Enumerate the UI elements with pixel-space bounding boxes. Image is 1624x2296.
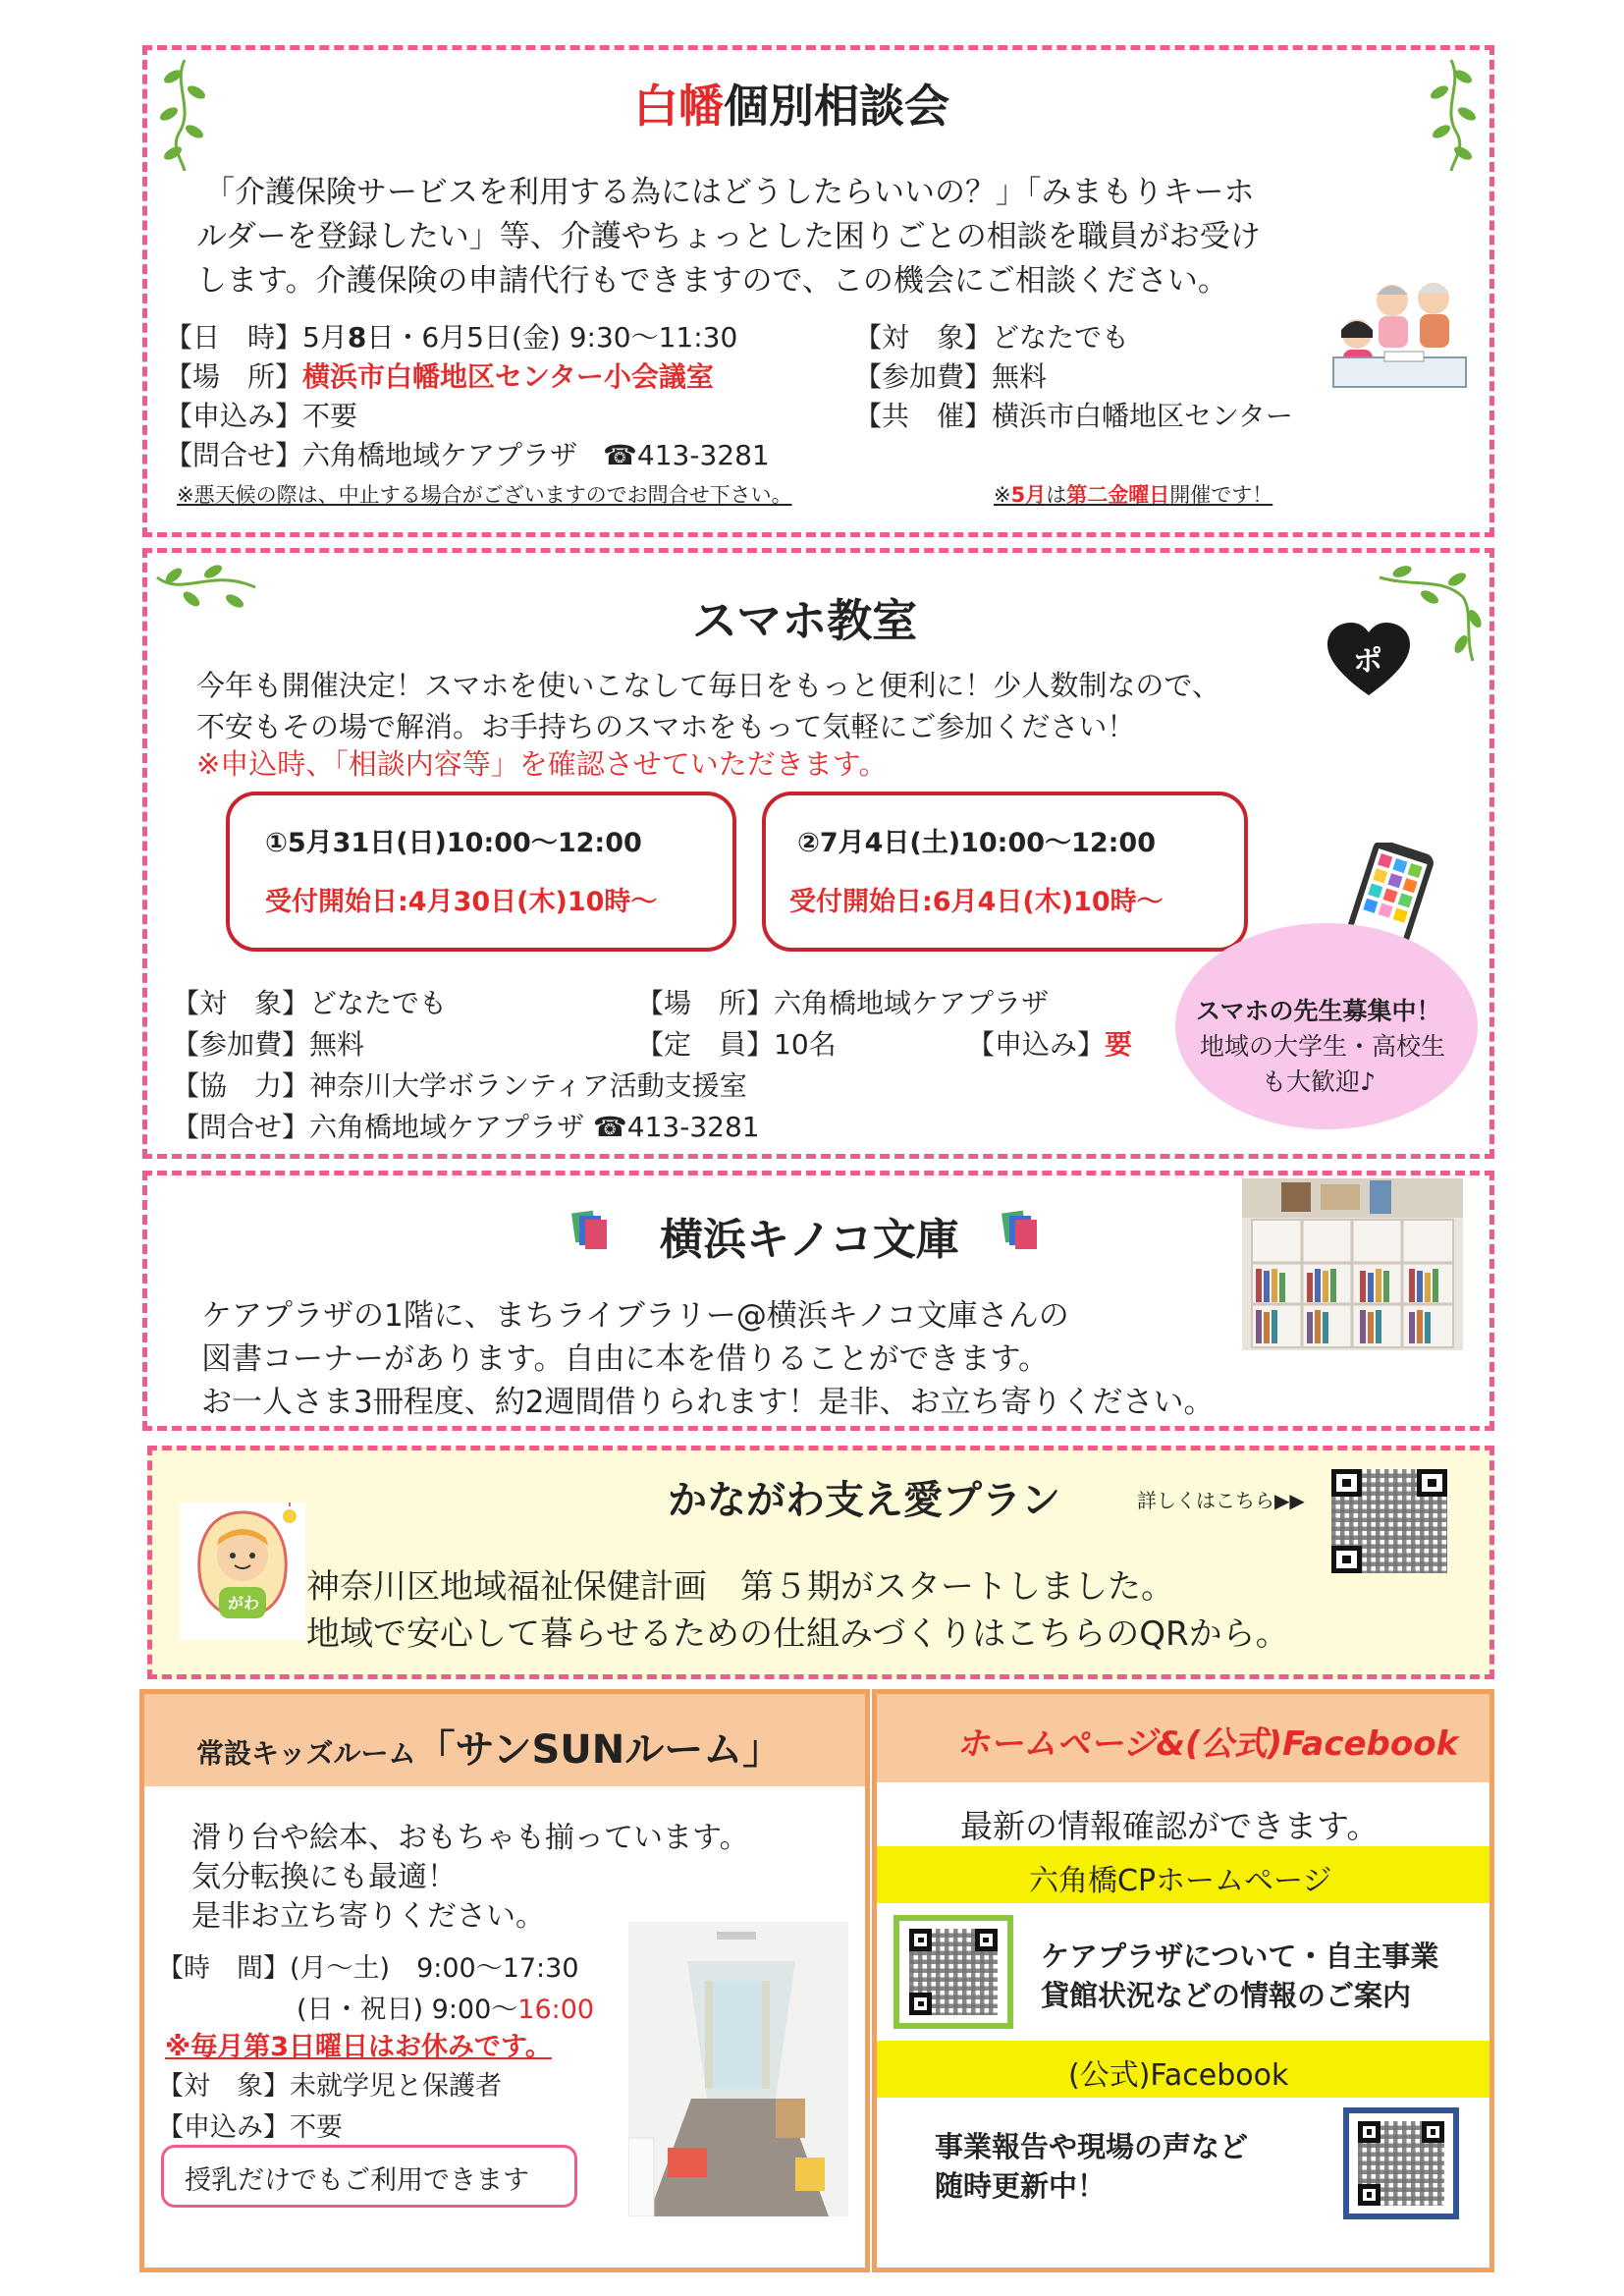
kids-room-closed-note: ※毎月第3日曜日はお休みです。 [165,2032,552,2062]
target-label: 【対 象】 [172,987,310,1019]
bookshelf-photo [1242,1178,1463,1350]
session-2-registration: 受付開始日:6月4日(木)10時～ [789,887,1164,917]
kinoko-body-line-1: ケアプラザの1階に、まちライブラリー@横浜キノコ文庫さんの [201,1298,1069,1334]
host-value: 横浜市白幡地区センター [992,400,1293,432]
consultation-intro-line-3: します。介護保険の申請代行もできますので、この機会にご相談ください。 [196,263,1228,299]
kids-room-body-line-3: 是非お立ち寄りください。 [191,1899,545,1934]
apply-label: 【申込み】 [165,400,303,432]
consultation-target-row [854,316,1129,355]
title-red-part: 白幡 [633,80,724,133]
mascot-illustration [180,1503,305,1640]
place-label: 【場 所】 [165,360,303,393]
homepage-text-line-1: ケアプラザについて・自主事業 [1041,1940,1439,1973]
kids-room-apply-row [157,2105,343,2144]
schedule-note-mark: ※ [994,483,1011,507]
time-label: 【時 間】 [157,1953,290,1984]
books-icon-right [1000,1206,1039,1253]
consultation-apply-row [165,395,357,434]
apply-value: 要 [1105,1028,1133,1061]
schedule-note-end: 開催です！ [1169,483,1273,507]
host-label: 【共 催】 [854,400,993,432]
consultation-illustration [1324,273,1471,396]
coop-label: 【協 力】 [172,1069,310,1102]
date-label: 【日 時】 [165,321,303,354]
bubble-line-1: スマホの先生募集中！ [1196,997,1441,1025]
facebook-band-label[interactable]: (公式)Facebook [1068,2058,1289,2093]
books-icon-left [569,1206,609,1253]
support-plan-body-line-1: 神奈川区地域福祉保健計画 第５期がスタートしました。 [306,1567,1174,1607]
qr-finder-tl [909,1929,932,1951]
kids-room-time-row-1 [157,1946,579,1985]
facebook-text-line-2: 随時更新中！ [935,2169,1107,2203]
target-label: 【対 象】 [157,2071,290,2102]
homepage-lead: 最新の情報確認ができます。 [960,1807,1380,1845]
schedule-note [994,479,1272,509]
homepage-facebook-title: ホームページ&(公式)Facebook [956,1724,1459,1764]
place-value: 横浜市白幡地区センター小会議室 [302,360,714,393]
fee-value: 無料 [309,1028,365,1061]
consultation-host-row [854,395,1293,434]
contact-phone: ☎413-3281 [603,439,770,471]
qr-finder-tr [1422,2121,1444,2143]
heart-text: ポ [1353,644,1382,679]
qr-finder-tl [1331,1469,1362,1497]
consultation-intro-line-1: 「介護保険サービスを利用する為にはどうしたらいいの？」「みまもりキーホ [204,175,1255,210]
session-1-box [226,792,736,952]
capacity-label: 【定 員】 [636,1028,775,1061]
kids-room-photo [628,1922,848,2216]
smartphone-apply-row [967,1023,1132,1063]
time-weekday: (月～土) 9:00～17:30 [290,1953,579,1984]
date-prefix: 5月 [302,321,348,354]
fee-value: 無料 [992,360,1048,393]
apply-label: 【申込み】 [157,2112,290,2143]
capacity-value: 10名 [774,1028,837,1061]
time-holiday-end: 16:00 [517,1995,595,2025]
qr-finder-tl [1358,2121,1380,2143]
kids-room-body-line-2: 気分転換にも最適！ [191,1860,457,1894]
kids-room-target-row [157,2064,502,2103]
smartphone-intro-line-1: 今年も開催決定！スマホを使いこなして毎日をもっと便利に！少人数制なので、 [196,669,1220,702]
apply-label: 【申込み】 [967,1028,1106,1061]
kids-room-time-row-2 [297,1988,594,2026]
smartphone-coop-row [172,1065,747,1104]
consultation-date-row [165,316,737,355]
kinoko-library-title: 横浜キノコ文庫 [660,1215,959,1265]
session-1-datetime: ①5月31日(日)10:00～12:00 [265,828,642,858]
consultation-contact-row [165,434,770,473]
qr-finder-bl [909,1993,932,2015]
consultation-intro-line-2: ルダーを登録したい」等、介護やちょっとした困りごとの相談を職員がお受け [196,219,1261,254]
smartphone-place-row [636,982,1049,1021]
support-plan-qr-code[interactable] [1331,1469,1447,1573]
qr-finder-tr [1417,1469,1447,1497]
vine-decoration-left-2 [152,558,260,627]
coop-value: 神奈川大学ボランティア活動支援室 [309,1069,747,1102]
target-value: 未就学児と保護者 [290,2071,502,2102]
schedule-note-particle: は [1046,483,1067,507]
mascot-text: がわ [228,1594,260,1613]
qr-finder-bl [1358,2184,1380,2206]
nursing-note-text: 授乳だけでもご利用できます [185,2165,529,2196]
kids-room-title [196,1719,782,1775]
homepage-band-label[interactable]: 六角橋CPホームページ [1029,1864,1332,1898]
consultation-fee-row [854,355,1047,395]
facebook-text-line-1: 事業報告や現場の声など [935,2130,1249,2163]
smartphone-class-title: スマホ教室 [692,594,918,647]
kinoko-body-line-3: お一人さま3冊程度、約2週間借りられます！是非、お立ち寄りください。 [201,1385,1215,1420]
place-label: 【場 所】 [636,987,775,1019]
consultation-place-row [165,355,714,395]
smartphone-fee-row [172,1023,364,1063]
smartphone-notice: ※申込時、「相談内容等」を確認させていただきます。 [196,747,888,781]
smartphone-target-row [172,982,447,1021]
homepage-qr-code[interactable] [909,1929,998,2015]
fee-label: 【参加費】 [854,360,993,393]
time-holiday: (日・祝日) 9:00～ [297,1995,518,2025]
kids-room-title-big: 「サンSUNルーム」 [415,1727,783,1773]
apply-value: 不要 [290,2112,343,2143]
homepage-text-line-2: 貸館状況などの情報のご案内 [1041,1979,1412,2012]
vine-decoration-left [155,55,214,173]
contact-value: 六角橋地域ケアプラザ [302,439,578,471]
smartphone-capacity-row [636,1023,837,1063]
kids-room-body-line-1: 滑り台や絵本、おもちゃも揃っています。 [191,1821,749,1855]
kinoko-body-line-2: 図書コーナーがあります。自由に本を借りることができます。 [201,1341,1050,1377]
fee-label: 【参加費】 [172,1028,310,1061]
qr-finder-bl [1331,1546,1362,1573]
smartphone-intro-line-2: 不安もその場で解消。お手持ちのスマホをもって気軽にご参加ください！ [196,710,1136,743]
date-suffix: 日・6月5日(金) 9:30～11:30 [366,321,738,354]
smartphone-contact-row [172,1106,760,1145]
place-value: 六角橋地域ケアプラザ [774,987,1050,1019]
support-plan-body-line-2: 地域で安心して暮らせるための仕組みづくりはこちらのQRから。 [306,1614,1289,1654]
facebook-qr-code[interactable] [1358,2121,1444,2206]
vine-decoration-right [1422,55,1481,173]
apply-value: 不要 [302,400,358,432]
contact-value: 六角橋地域ケアプラザ ☎413-3281 [309,1111,760,1143]
schedule-note-month: 5月 [1010,483,1047,507]
session-1-registration: 受付開始日:4月30日(木)10時～ [265,887,658,917]
qr-finder-tr [975,1929,998,1951]
support-plan-detail-link[interactable]: 詳しくはこちら▶▶ [1137,1489,1305,1512]
contact-label: 【問合せ】 [172,1111,310,1143]
contact-label: 【問合せ】 [165,439,303,471]
target-value: どなたでも [309,987,448,1019]
kids-room-title-small: 常設キッズルーム [196,1737,416,1770]
bubble-line-2: 地域の大学生・高校生 [1200,1032,1446,1061]
date-bold-digit: 8 [347,321,367,354]
target-value: どなたでも [992,321,1130,354]
schedule-note-day: 第二金曜日 [1066,483,1170,507]
session-2-box [762,792,1248,952]
title-black-part: 個別相談会 [724,80,949,133]
target-label: 【対 象】 [854,321,993,354]
support-plan-title: かながわ支え愛プラン [668,1478,1060,1523]
consultation-title [633,71,949,136]
session-2-datetime: ②7月4日(土)10:00～12:00 [797,828,1157,858]
bubble-line-3: も大歓迎♪ [1262,1067,1376,1096]
weather-note: ※悪天候の際は、中止する場合がございますのでお問合せ下さい。 [177,483,792,507]
